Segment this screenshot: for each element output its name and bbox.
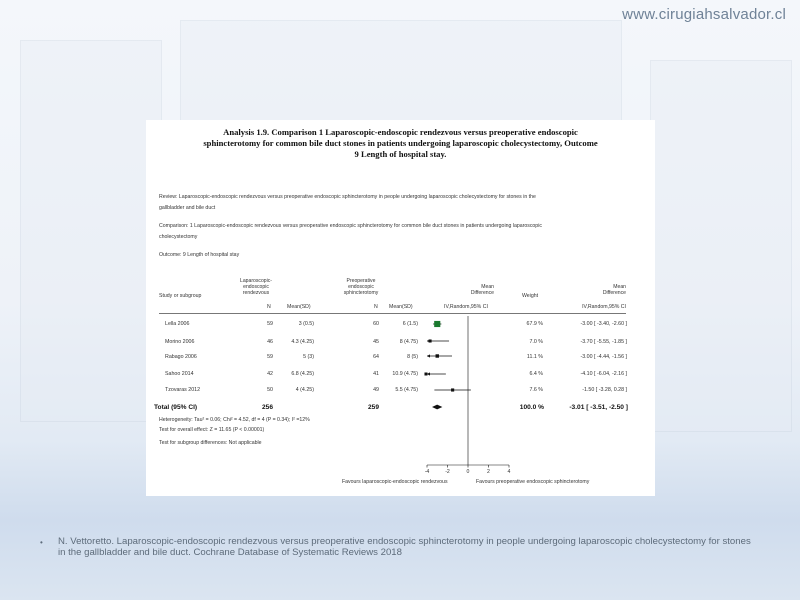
x-tick-label: -2 [445,469,450,475]
study-weight: 7.0 % [529,339,543,345]
outcome-text: Outcome: 9 Length of hospital stay [159,252,240,258]
favours-left-label: Favours laparoscopic-endoscopic rendezvous [342,479,448,485]
study-estimate-box [434,321,440,327]
comparison-text-1: Comparison: 1 Laparoscopic-endoscopic rendezvous versus preoperative endoscopic sphincterotomy for common bile duct stones in patients undergoing laparoscopic [159,223,542,229]
study-ci: -3.00 [ -4.44, -1.56 ] [580,354,627,360]
study-weight: 67.9 % [526,321,543,327]
review-text-2: gallbladder and bile duct [159,205,216,211]
header-ci-2: IV,Random,95% CI [582,304,626,310]
study-name: Sahoo 2014 [165,371,194,377]
study-n1: 46 [267,339,273,345]
study-weight: 6.4 % [529,371,543,377]
study-name: Rabago 2006 [165,354,197,360]
analysis-title-line1: Analysis 1.9. Comparison 1 Laparoscopic-endoscopic rendezvous versus preoperative endoscopic [223,127,578,137]
favours-right-label: Favours preoperative endoscopic sphincterotomy [476,479,590,485]
header-n1: N [267,304,271,310]
x-tick-label: 2 [487,469,490,475]
header-group2: Preoperative endoscopic sphincterotomy [343,278,379,296]
study-meansd2: 8 (4.75) [399,339,418,345]
total-weight: 100.0 % [519,404,544,411]
study-estimate-box [436,354,439,357]
study-name: Tzovaras 2012 [165,387,201,393]
study-estimate-box [451,388,454,391]
total-n2: 259 [367,404,379,411]
citation-text: N. Vettoretto. Laparoscopic-endoscopic rendezvous versus preoperative endoscopic sphincterotomy in people undergoing laparoscopic cholecystectomy for stones in the gallbladder and bile duct. Cochrane Database of Systematic Reviews 2018 [58,536,751,558]
header-study: Study or subgroup [159,293,202,299]
study-meansd2: 8 (5) [407,354,418,360]
site-url: www.cirugiahsalvador.cl [622,6,786,23]
study-weight: 7.6 % [529,387,543,393]
x-tick-label: -4 [424,469,430,475]
total-ci: -3.01 [ -3.51, -2.50 ] [569,404,628,411]
study-n2: 49 [373,387,379,393]
heterogeneity-text: Heterogeneity: Tau² = 0.06; Chi² = 4.52, df = 4 (P = 0.34); I² =12% [159,417,310,423]
header-mean-difference: Mean Difference [470,284,494,296]
header-meansd2: Mean(SD) [389,304,413,310]
header-group1: Laparoscopic- endoscopic rendezvous [240,278,272,296]
background-building-center [180,20,622,122]
study-estimate-box [424,373,427,376]
header-weight: Weight [522,293,539,299]
study-n2: 60 [373,321,379,327]
study-weight: 11.1 % [526,354,543,360]
header-mean-difference-2: Mean Difference [602,284,626,296]
header-meansd1: Mean(SD) [287,304,311,310]
study-n2: 64 [373,354,379,360]
x-tick-label: 0 [466,469,470,475]
study-ci: -3.00 [ -3.40, -2.60 ] [580,321,627,327]
header-ci: IV,Random,95% CI [444,304,488,310]
total-label: Total (95% CI) [154,404,198,411]
study-n1: 59 [267,354,273,360]
study-meansd2: 6 (1.5) [402,321,418,327]
analysis-title-line2: sphincterotomy for common bile duct stones in patients undergoing laparoscopic cholecystectomy, Outcome [203,138,598,148]
background-building-right [650,60,792,432]
study-meansd1: 4 (4.25) [295,387,314,393]
bullet-icon: • [40,538,43,547]
overall-effect-text: Test for overall effect: Z = 11.65 (P < 0.00001) [159,427,265,433]
study-meansd1: 3 (0.5) [298,321,314,327]
review-text-1: Review: Laparoscopic-endoscopic rendezvous versus preoperative endoscopic sphincterotomy in people undergoing laparoscopic cholecystectomy for stones in the [159,194,536,200]
study-n2: 41 [373,371,379,377]
study-name: Morino 2006 [165,339,195,345]
background-building-left [20,40,162,422]
study-meansd1: 4.3 (4.25) [291,339,314,345]
forest-plot-figure [146,120,655,496]
subgroup-text: Test for subgroup differences: Not applicable [159,440,262,446]
study-ci: -4.10 [ -6.04, -2.16 ] [580,371,627,377]
study-ci: -3.70 [ -5.55, -1.85 ] [580,339,627,345]
study-meansd2: 5.5 (4.75) [395,387,418,393]
header-n2: N [374,304,378,310]
study-meansd2: 10.9 (4.75) [392,371,418,377]
study-n1: 42 [267,371,273,377]
study-name: Lella 2006 [165,321,190,327]
analysis-title-line3: 9 Length of hospital stay. [354,149,447,159]
comparison-text-2: cholecystectomy [159,234,198,240]
study-meansd1: 6.8 (4.25) [291,371,314,377]
study-n1: 59 [267,321,273,327]
study-n2: 45 [373,339,379,345]
forest-plot-svg [146,120,655,496]
ci-arrow [427,354,430,357]
study-estimate-box [429,339,432,342]
study-meansd1: 5 (3) [303,354,314,360]
total-n1: 256 [261,404,273,411]
pooled-estimate-diamond [432,405,442,410]
study-n1: 50 [267,387,273,393]
study-ci: -1.50 [ -3.28, 0.28 ] [582,387,627,393]
x-tick-label: 4 [507,469,511,475]
